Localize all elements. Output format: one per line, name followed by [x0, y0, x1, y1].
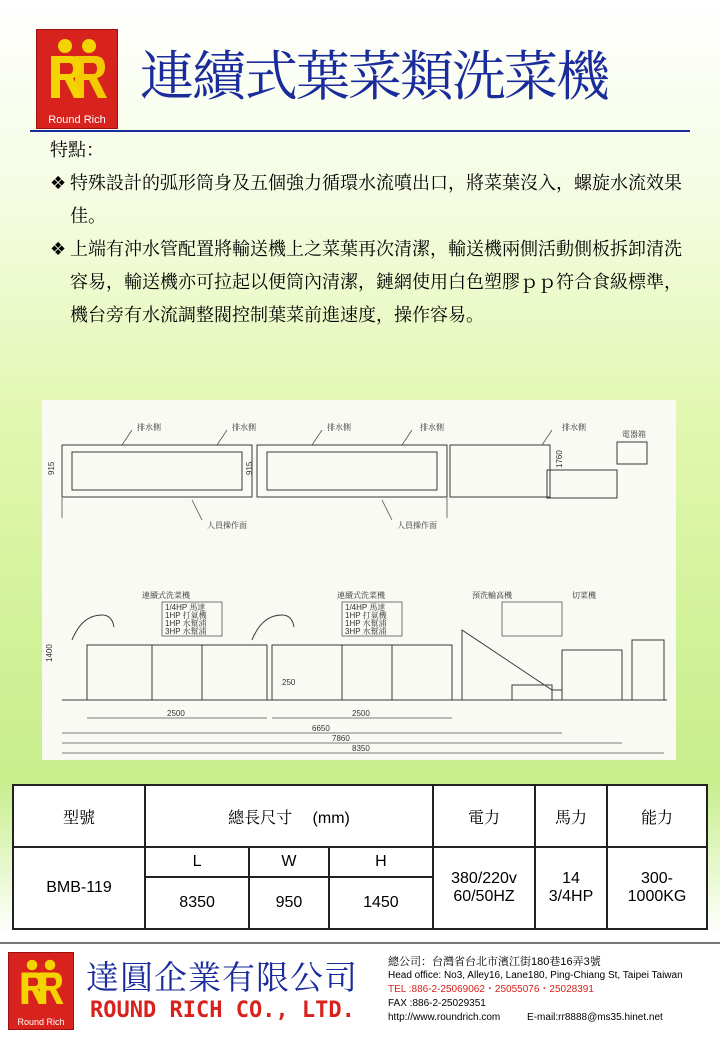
side-view: [45, 590, 667, 753]
motor-line: 1HP 水幫浦: [345, 619, 387, 628]
top-view: [47, 422, 647, 530]
dim-250-label: 250: [282, 678, 296, 687]
cell-h: 1450: [329, 877, 433, 929]
drain-side-label: 排水側: [327, 423, 351, 432]
website-link[interactable]: http://www.roundrich.com: [388, 1012, 501, 1023]
address-cn: 總公司：台灣省台北市濱江街180巷16弄3號: [388, 956, 601, 968]
drain-side-label: 排水側: [562, 423, 586, 432]
cell-model: BMB-119: [13, 847, 145, 929]
motor-line: 1HP 水幫浦: [165, 619, 207, 628]
diamond-bullet-icon: ❖: [50, 239, 67, 259]
motor-line: 1/4HP 馬達: [345, 603, 386, 612]
cell-horsepower: [535, 847, 607, 929]
drain-side-label: 排水側: [420, 423, 444, 432]
washer-label: 連續式洗菜機: [337, 591, 385, 600]
logo-text: Round Rich: [17, 1017, 65, 1027]
round-rich-logo-icon: [9, 953, 73, 1013]
footer-logo: [8, 952, 74, 1030]
header-l: L: [145, 847, 249, 877]
motor-line: 3HP 水幫浦: [165, 627, 207, 636]
dim-2500-label: 2500: [352, 709, 370, 718]
fax: FAX :886-2-25029351: [388, 998, 486, 1009]
dim-7860-label: 7860: [332, 734, 350, 743]
page-title: 連續式葉菜類洗菜機: [140, 45, 608, 108]
company-logo: [36, 29, 118, 129]
motor-line: 1HP 打氣機: [345, 611, 387, 620]
cell-w: 950: [249, 877, 329, 929]
contact-info: [388, 955, 718, 1025]
motor-spec-block: [162, 602, 562, 636]
dim-1400-label: 1400: [45, 644, 54, 662]
email-link[interactable]: E-mail:rr8888@ms35.hinet.net: [527, 1012, 663, 1023]
dim-6650-label: 6650: [312, 724, 330, 733]
dim-8350-label: 8350: [352, 744, 370, 753]
feature-item: [50, 233, 690, 332]
technical-drawing: [42, 400, 676, 760]
header-power: 電力: [433, 785, 535, 847]
cell-capacity: [607, 847, 707, 929]
motor-line: 1/4HP 馬達: [165, 603, 206, 612]
dim-915-label: 915: [245, 461, 254, 475]
dim-915-label: 915: [47, 461, 56, 475]
dim-2500-label: 2500: [167, 709, 185, 718]
logo-text: Round Rich: [48, 114, 106, 126]
footer-rule: [0, 942, 720, 944]
power-line: 380/220v: [451, 870, 517, 887]
web-email-row: [388, 1011, 718, 1025]
pre-wash-label: 預洗輸高機: [472, 591, 512, 600]
hp-line: 14: [562, 870, 580, 887]
cutter-label: 切菜機: [572, 591, 596, 600]
motor-line: 3HP 水幫浦: [345, 627, 387, 636]
company-name-cn: 達圓企業有限公司: [86, 958, 358, 997]
round-rich-logo-icon: [37, 30, 117, 110]
electric-box-label: 電器箱: [622, 430, 646, 439]
operator-side-label: 人員操作面: [207, 521, 247, 530]
operator-side-label: 人員操作面: [397, 521, 437, 530]
drain-side-label: 排水側: [137, 423, 161, 432]
feature-item: [50, 167, 690, 233]
hp-line: 3/4HP: [548, 888, 594, 905]
header-horsepower: 馬力: [535, 785, 607, 847]
spec-table: [12, 784, 708, 930]
capacity-line: 1000KG: [627, 888, 687, 905]
diamond-bullet-icon: ❖: [50, 173, 67, 193]
cell-power: [433, 847, 535, 929]
capacity-line: 300-: [640, 870, 674, 887]
washer-label: 連續式洗菜機: [142, 591, 190, 600]
feature-text: 特殊設計的弧形筒身及五個強力循環水流噴出口，將菜葉沒入，螺旋水流效果佳。: [70, 173, 682, 226]
header-dimensions: 總長尺寸 (mm): [145, 785, 433, 847]
features-section: [50, 134, 690, 332]
title-rule: [30, 130, 690, 132]
cell-l: 8350: [145, 877, 249, 929]
drain-side-label: 排水側: [232, 423, 256, 432]
power-line: 60/50HZ: [453, 888, 515, 905]
company-name-en: ROUND RICH CO., LTD.: [90, 998, 355, 1023]
tel: TEL :886-2-25069062・25055076・25028391: [388, 984, 594, 995]
features-heading: 特點：: [50, 140, 104, 160]
feature-text: 上端有沖水管配置將輸送機上之菜葉再次清潔，輸送機兩側活動側板拆卸清洗容易，輸送機亦可拉起以便筒內清潔，鏈網使用白色塑膠ｐｐ符合食級標準，機台旁有水流調整閥控制葉菜前進速度，操作容易。: [70, 239, 682, 325]
header-w: W: [249, 847, 329, 877]
header-h: H: [329, 847, 433, 877]
header-capacity: 能力: [607, 785, 707, 847]
motor-line: 1HP 打氣機: [165, 611, 207, 620]
address-en: Head office: No3, Alley16, Lane180, Ping-Chiang St, Taipei Taiwan: [388, 970, 683, 981]
header-model: 型號: [13, 785, 145, 847]
dim-1760-label: 1760: [555, 450, 564, 468]
